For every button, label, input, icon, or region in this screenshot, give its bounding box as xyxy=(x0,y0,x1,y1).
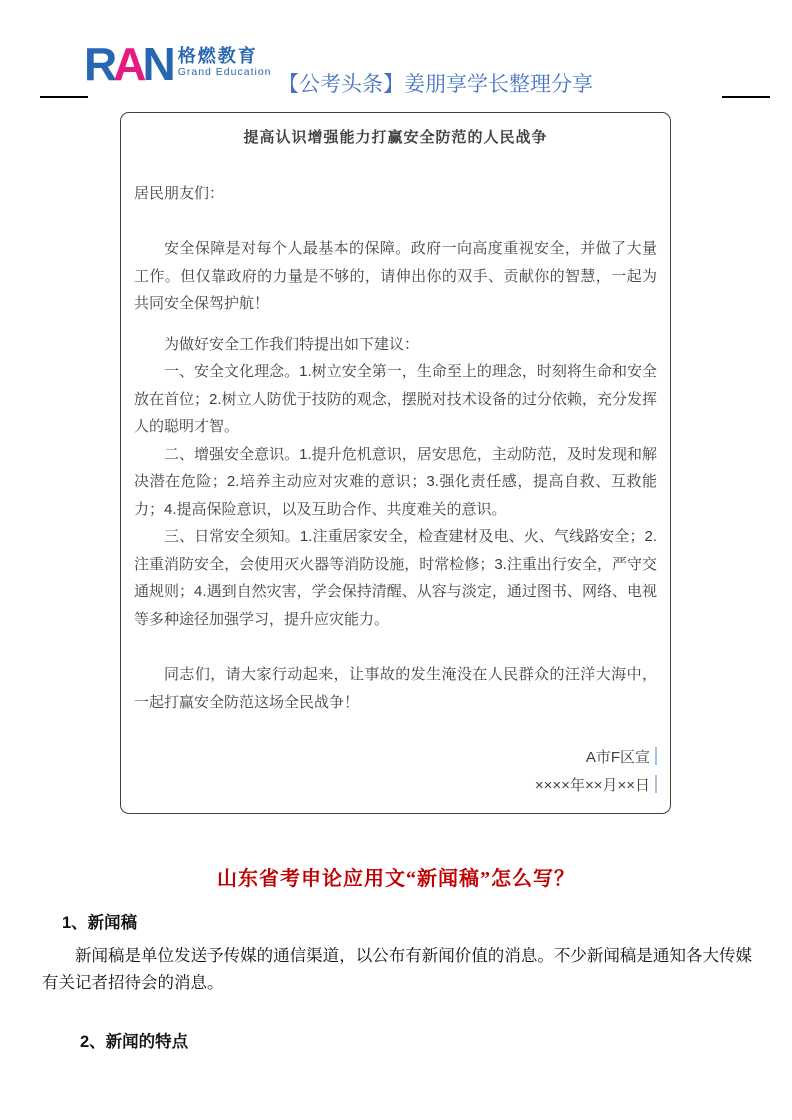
logo-letter-a: A xyxy=(113,38,143,90)
notice-signer: A市F区宣 xyxy=(585,749,650,766)
text-caret-icon xyxy=(655,775,657,793)
text-caret-icon xyxy=(655,747,657,765)
notice-paragraph: 一、安全文化理念。1.树立安全第一，生命至上的理念，时刻将生命和安全放在首位；2.树立人防优于技防的观念，摆脱对技术设备的过分依赖，充分发挥人的聪明才智。 xyxy=(134,363,657,435)
article-body xyxy=(42,910,752,1056)
notice-paragraph: 同志们，请大家行动起来，让事故的发生淹没在人民群众的汪洋大海中，一起打赢安全防范这场全民战争！ xyxy=(134,666,657,711)
brand-text xyxy=(178,42,272,78)
notice-paragraph: 三、日常安全须知。1.注重居家安全，检查建材及电、火、气线路安全；2.注重消防安全，会使用灭火器等消防设施，时常检修；3.注重出行安全，严守交通规则；4.遇到自然灾害，学会保持清醒、从容与淡定，通过图书、网络、电视等多种途径加强学习，提升应灾能力。 xyxy=(134,528,657,628)
notice-salutation: 居民朋友们： xyxy=(134,184,225,202)
notice-paragraph: 为做好安全工作我们特提出如下建议： xyxy=(164,335,420,353)
brand-logo xyxy=(84,38,272,90)
ran-logo-icon xyxy=(84,38,172,90)
article-title: 山东省考申论应用文“新闻稿”怎么写？ xyxy=(217,868,575,890)
article-section-heading: 1、新闻稿 xyxy=(62,914,138,932)
logo-letter-n: N xyxy=(142,38,172,90)
notice-document-box xyxy=(120,112,671,814)
header-rule-right xyxy=(722,96,770,98)
notice-title: 提高认识增强能力打赢安全防范的人民战争 xyxy=(243,129,548,146)
header-rule-left xyxy=(40,96,88,98)
notice-paragraph: 二、增强安全意识。1.提升危机意识，居安思危，主动防范，及时发现和解决潜在危险；2.培养主动应对灾难的意识；3.强化责任感，提高自救、互救能力；4.提高保险意识，以及互助合作、共度难关的意识。 xyxy=(134,445,657,518)
notice-date: ××××年××月××日 xyxy=(534,776,650,794)
notice-paragraph: 安全保障是对每个人最基本的保障。政府一向高度重视安全，并做了大量工作。但仅靠政府的力量是不够的，请伸出你的双手、贡献你的智慧，一起为共同安全保驾护航！ xyxy=(134,240,657,312)
brand-name-chinese: 格燃教育 xyxy=(177,46,258,66)
logo-letter-r: R xyxy=(84,38,114,90)
article-section-body: 新闻稿是单位发送予传媒的通信渠道，以公布有新闻价值的消息。不少新闻稿是通知各大传媒有关记者招待会的消息。 xyxy=(42,947,752,992)
article-section-heading: 2、新闻的特点 xyxy=(80,1033,189,1051)
brand-name-english: Grand Education xyxy=(177,66,272,78)
notice-signature-block xyxy=(134,744,657,799)
header-tagline: 【公考头条】姜朋享学长整理分享 xyxy=(278,72,593,96)
